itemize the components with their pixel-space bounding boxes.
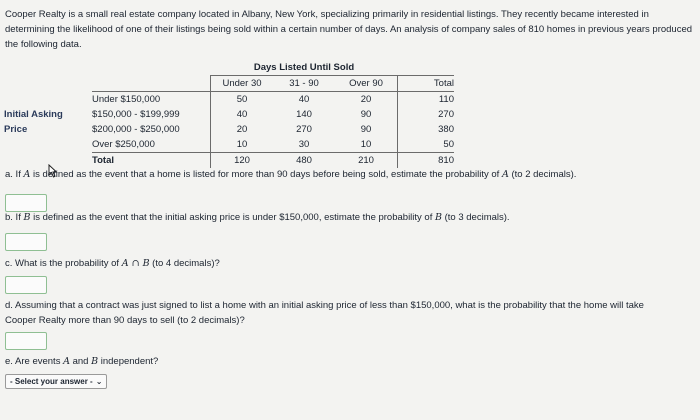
table-cell: 810 <box>398 153 455 169</box>
col-header-total: Total <box>398 76 455 92</box>
table-cell: 120 <box>211 153 274 169</box>
total-row-label: Total <box>92 155 114 166</box>
question-a: a. If A is defined as the event that a home is listed for more than 90 days before being sold, estimate the probability of A (to 2 decimals). <box>5 169 577 180</box>
table-cell: 110 <box>398 92 455 108</box>
table-cell: 20 <box>211 122 274 137</box>
row-group-label: Initial Asking <box>4 109 63 120</box>
answer-input-b[interactable] <box>5 233 47 251</box>
table-cell: 50 <box>211 92 274 108</box>
answer-input-d[interactable] <box>5 332 47 350</box>
row-label: Over $250,000 <box>92 137 211 153</box>
table-row <box>4 92 454 108</box>
table-cell: 10 <box>211 137 274 153</box>
table-total-row <box>4 153 454 169</box>
distribution-table <box>4 60 454 168</box>
col-header-under30: Under 30 <box>211 76 274 92</box>
table-cell: 480 <box>296 155 312 166</box>
chevron-down-icon: ⌄ <box>95 377 103 386</box>
question-c: c. What is the probability of A ∩ B (to 4 decimals)? <box>5 258 220 269</box>
table-cell: 10 <box>335 137 398 153</box>
answer-input-c[interactable] <box>5 276 47 294</box>
table-cell: 90 <box>360 124 372 135</box>
table-row <box>4 137 454 153</box>
row-label: $200,000 - $250,000 <box>92 124 180 135</box>
table-cell: 40 <box>211 107 274 122</box>
table-row <box>4 107 454 122</box>
table-cell: 210 <box>358 155 374 166</box>
table-cell: 380 <box>398 122 455 137</box>
question-b: b. If B is defined as the event that the initial asking price is under $150,000, estimate the probability of B (to 3 decimals). <box>5 212 510 223</box>
independence-select[interactable]: - Select your answer - ⌄ <box>5 374 107 389</box>
table-cell: 30 <box>273 137 335 153</box>
table-cell: 90 <box>360 109 372 120</box>
table-cell: 140 <box>296 109 312 120</box>
days-listed-header: Days Listed Until Sold <box>253 62 355 73</box>
problem-intro: Cooper Realty is a small real estate company located in Albany, New York, specializing primarily in residential listings. They recently became interested in determining the likelihood of one of their listings being sold within a certain number of days. An analysis of company sales of 810 homes in previous years produced the following data. <box>5 9 693 50</box>
table-cell: 50 <box>398 137 455 153</box>
question-e: e. Are events A and B independent? <box>5 356 159 367</box>
table-cell: 40 <box>298 94 310 105</box>
question-d: d. Assuming that a contract was just signed to list a home with an initial asking price of less than $150,000, what is the probability that the home will take Cooper Realty more than 90 days to sell (to 2 decimals)? <box>5 300 644 326</box>
table-row <box>4 122 454 137</box>
table-cell: 270 <box>398 107 455 122</box>
table-cell: 20 <box>360 94 372 105</box>
col-header-over90: Over 90 <box>335 76 398 92</box>
row-label: Under $150,000 <box>92 94 161 105</box>
row-label: $150,000 - $199,999 <box>92 109 180 120</box>
row-group-label: Price <box>4 124 28 135</box>
col-header-31-90: 31 - 90 <box>273 76 335 92</box>
table-cell: 270 <box>296 124 312 135</box>
